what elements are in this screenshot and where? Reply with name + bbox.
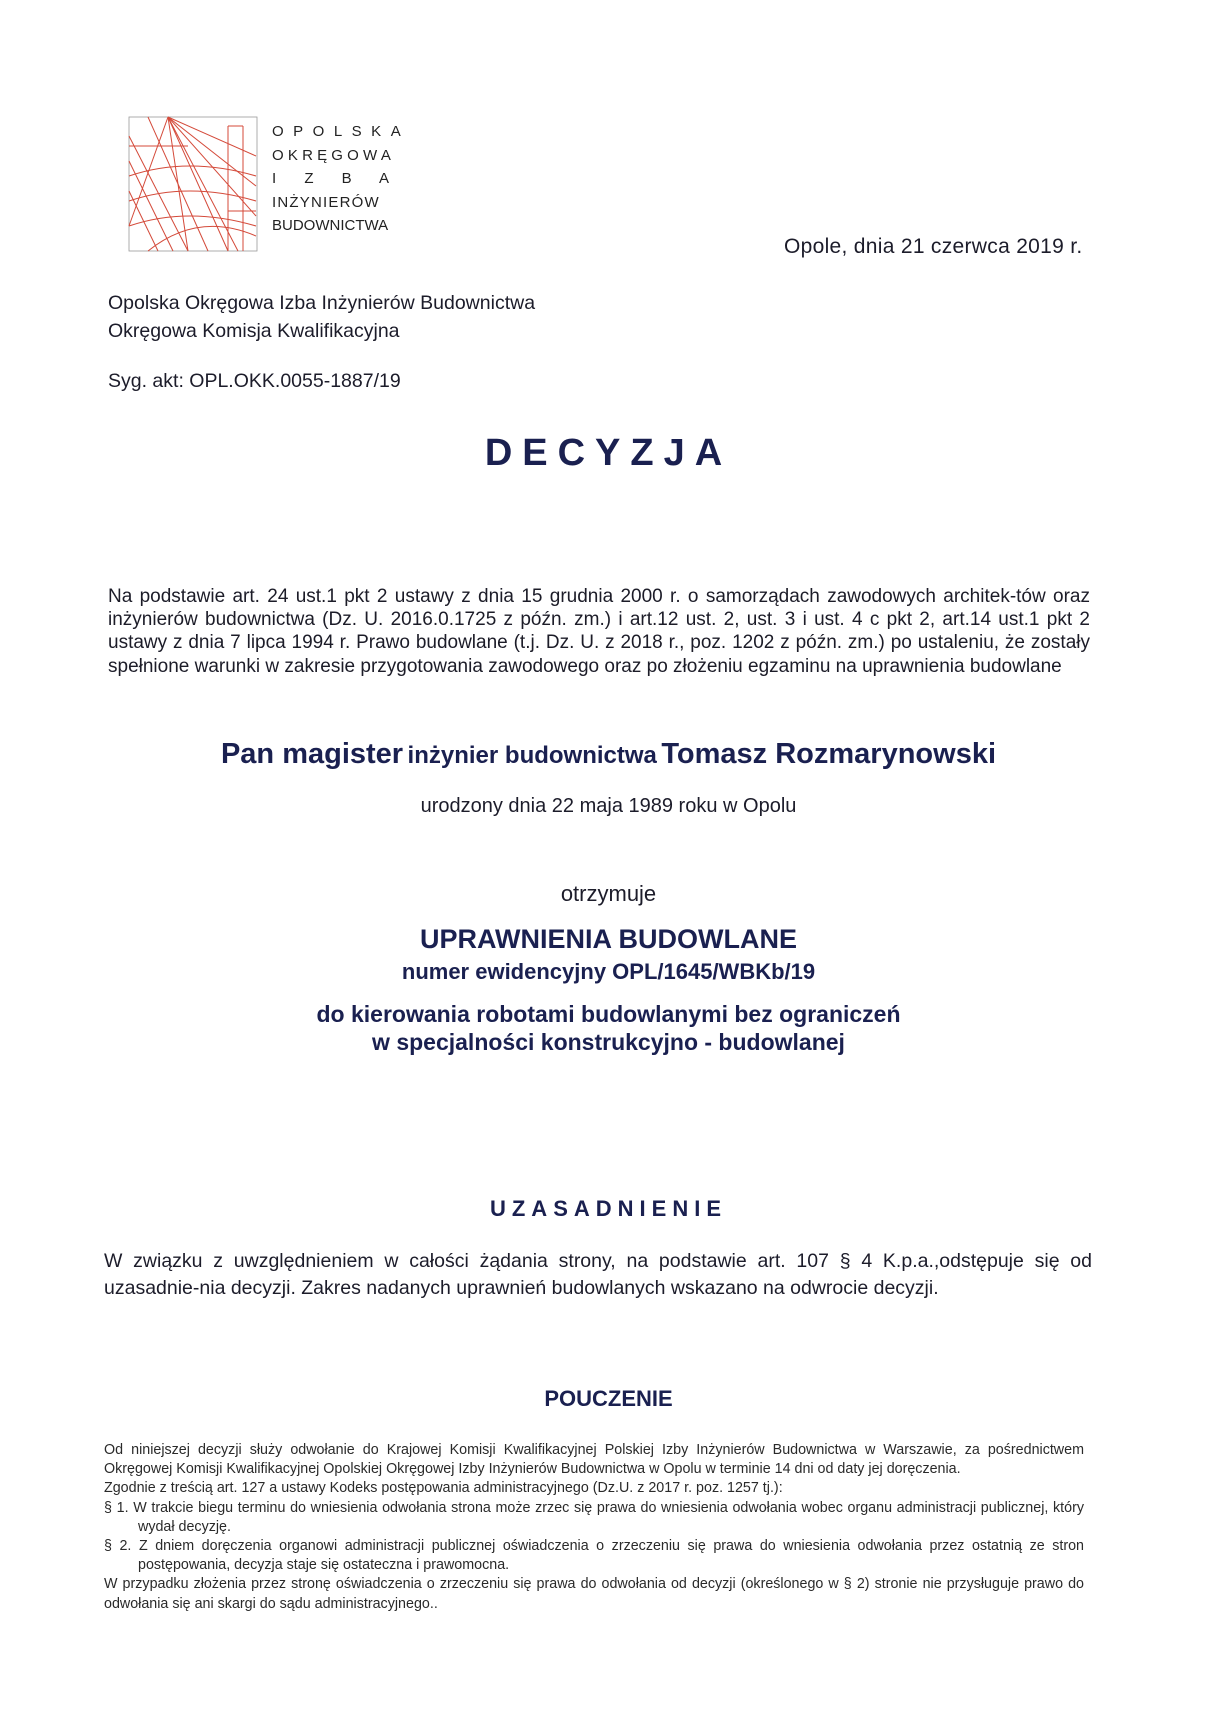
rights-scope (0, 1000, 1217, 1056)
document-date: Opole, dnia 21 czerwca 2019 r. (784, 235, 1083, 258)
instruction-item-2: § 2. Z dniem doręczenia organowi administracji publicznej oświadczenia o zrzeczeniu się prawa do wniesienia odwołania przez ostatnią ze stron postępowania, decyzja staje się ostateczna i prawomocna. (104, 1538, 1084, 1574)
rights-title: UPRAWNIENIA BUDOWLANE (420, 924, 797, 954)
rights-number: numer ewidencyjny OPL/1645/WBKb/19 (401, 959, 816, 984)
chamber-logo (128, 116, 258, 252)
logo-line-1: OPOLSKA (272, 123, 411, 140)
logo-line-4: INŻYNIERÓW (272, 193, 380, 211)
rights-scope-line-1: do kierowania robotami budowlanymi bez ograniczeń (316, 1001, 901, 1027)
legal-basis-text: Na podstawie art. 24 ust.1 pkt 2 ustawy z dnia 15 grudnia 2000 r. o samorządach zawodowych architek-tów oraz inżynierów budownictwa (Dz. U. 2016.0.1725 z późn. zm.) i art.12 ust. 2, ust. 3 i ust. 4 c pkt 2, art.14 ust.1 pkt 2 ustawy z dnia 7 lipca 1994 r. Prawo budowlane (t.j. Dz. U. z 2018 r., poz. 1202 z późn. zm.) po ustaleniu, że zostały spełnione warunki w zakresie przygotowania zawodowego oraz po złożeniu egzaminu na uprawnienia budowlane (108, 586, 1090, 677)
logo-line-5: BUDOWNICTWA (272, 217, 389, 234)
instruction-title: POUCZENIE (544, 1386, 673, 1411)
decision-title: DECYZJA (484, 432, 733, 474)
instruction-paragraph-3: W przypadku złożenia przez stronę oświadczenia o zrzeczeniu się prawa do odwołania od decyzji (określonego w § 2) stronie nie przysługuje prawo do odwołania się ani skargi do sądu administracyjnego.. (104, 1576, 1084, 1612)
receives-label: otrzymuje (560, 881, 657, 906)
logo-line-2: OKRĘGOWA (272, 146, 396, 164)
recipient-prefix: Pan magister (220, 738, 404, 770)
instruction-body (104, 1441, 1084, 1614)
logo-line-3: I Z B A (272, 170, 392, 187)
instruction-paragraph-1: Od niniejszej decyzji służy odwołanie do Krajowej Komisji Kwalifikacyjnej Polskiej Izby Inżynierów Budownictwa w Warszawie, za pośrednictwem Okręgowej Komisji Kwalifikacyjnej Opolskiej Okręgowej Izby Inżynierów Budownictwa w Opolu w terminie 14 dni od daty jej doręczenia. (104, 1442, 1084, 1478)
instruction-item-1: § 1. W trakcie biegu terminu do wniesienia odwołania strona może zrzec się prawa do wniesienia odwołania wobec organu administracji publicznej, który wydał decyzję. (104, 1499, 1084, 1535)
issuer-commission: Okręgowa Komisja Kwalifikacyjna (108, 320, 400, 342)
recipient-degree: inżynier budownictwa (407, 742, 657, 769)
birth-info: urodzony dnia 22 maja 1989 roku w Opolu (420, 795, 797, 817)
case-reference: Syg. akt: OPL.OKK.0055-1887/19 (108, 370, 401, 392)
justification-title: UZASADNIENIE (489, 1196, 727, 1221)
chamber-logo-wordmark (272, 120, 442, 238)
issuer-block (108, 289, 535, 345)
recipient-line (0, 738, 1217, 771)
chamber-logo-icon (128, 116, 258, 252)
issuer-chamber: Opolska Okręgowa Izba Inżynierów Budownictwa (108, 292, 536, 314)
justification-text: W związku z uwzględnieniem w całości żądania strony, na podstawie art. 107 § 4 K.p.a.,odstępuje się od uzasadnie-nia decyzji. Zakres nadanych uprawnień budowlanych wskazano na odwrocie decyzji. (104, 1250, 1092, 1299)
recipient-name: Tomasz Rozmarynowski (661, 738, 997, 770)
rights-scope-line-2: w specjalności konstrukcyjno - budowlanej (372, 1029, 845, 1055)
instruction-paragraph-2: Zgodnie z treścią art. 127 a ustawy Kodeks postępowania administracyjnego (Dz.U. z 2017 r. poz. 1257 tj.): (104, 1480, 783, 1497)
